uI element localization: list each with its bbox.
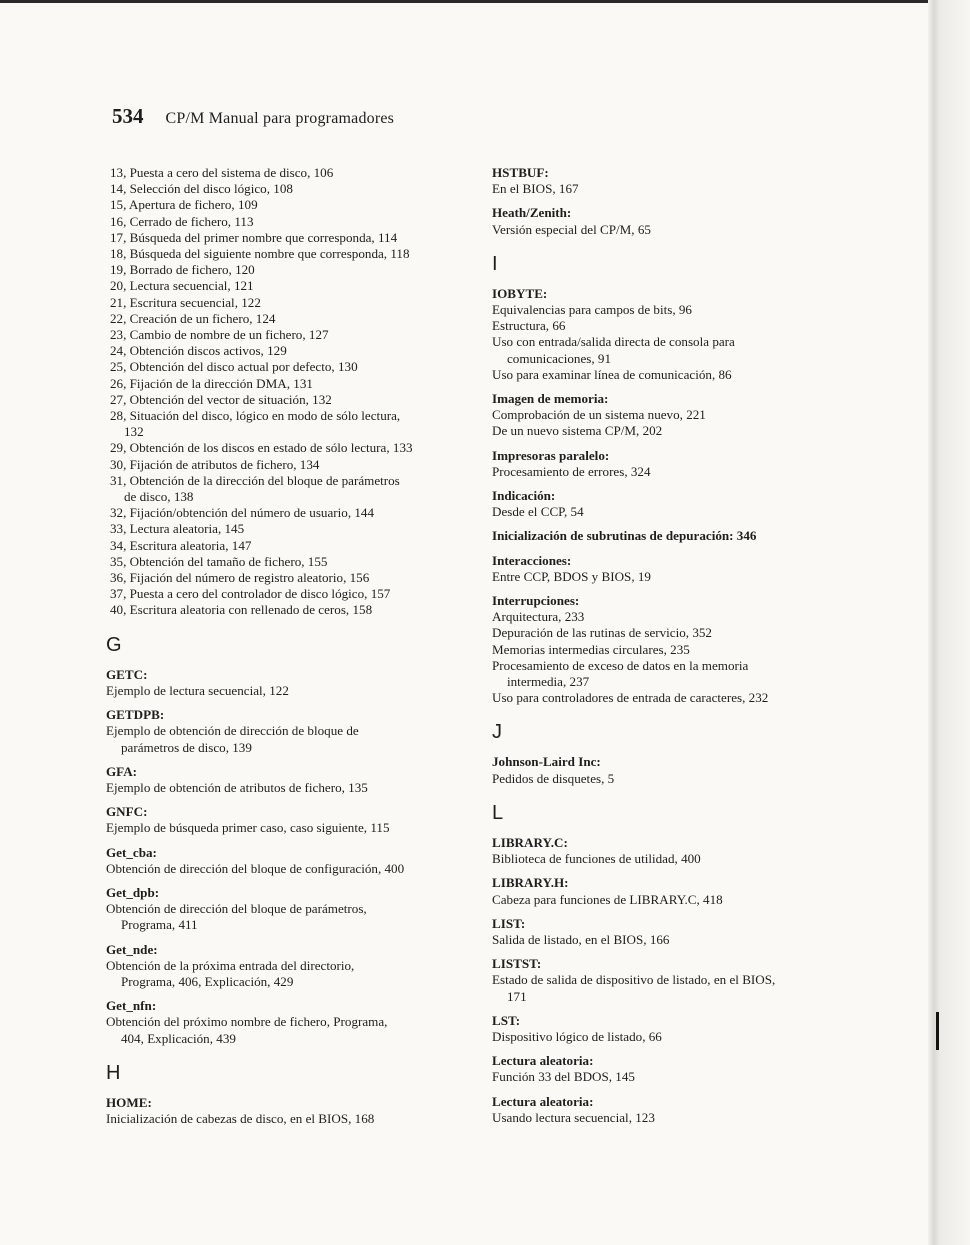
index-entry <box>106 998 481 1047</box>
index-entry <box>492 1013 832 1045</box>
index-entry <box>492 835 832 867</box>
index-entry <box>106 667 481 699</box>
index-entry <box>492 956 832 1005</box>
index-entry-heading: LIBRARY.C: <box>492 834 568 850</box>
index-subentry: 171 <box>507 988 527 1004</box>
index-subentry: 404, Explicación, 439 <box>121 1030 236 1046</box>
index-subentry: Ejemplo de lectura secuencial, 122 <box>106 682 289 698</box>
index-entry <box>492 391 832 440</box>
page-top-edge <box>0 0 970 3</box>
index-subentry: Entre CCP, BDOS y BIOS, 19 <box>492 568 651 584</box>
index-subentry: En el BIOS, 167 <box>492 181 579 197</box>
index-entry <box>492 205 832 237</box>
index-entry-heading: Get_nde: <box>106 941 158 957</box>
index-subentry: Cabeza para funciones de LIBRARY.C, 418 <box>492 891 723 907</box>
index-subentry: comunicaciones, 91 <box>507 350 611 366</box>
index-subentry: Procesamiento de exceso de datos en la memoria <box>492 657 749 673</box>
index-subentry: 28, Situación del disco, lógico en modo de sólo lectura, <box>110 408 401 424</box>
index-entry-heading: Interacciones: <box>492 552 572 568</box>
index-entry-heading: Inicialización de subrutinas de depuración: 346 <box>492 528 757 544</box>
index-entry-heading: Lectura aleatoria: <box>492 1053 594 1069</box>
index-entry-heading: Get_nfn: <box>106 998 157 1014</box>
index-subentry: 25, Obtención del disco actual por defecto, 130 <box>110 359 358 375</box>
index-entry-heading: LIBRARY.H: <box>492 875 569 891</box>
section-letter: H <box>106 1061 121 1084</box>
index-entry-heading: HOME: <box>106 1094 152 1110</box>
index-entry-heading: HSTBUF: <box>492 165 549 180</box>
index-subentry: 16, Cerrado de fichero, 113 <box>110 213 254 229</box>
index-subentry: 23, Cambio de nombre de un fichero, 127 <box>110 327 329 343</box>
index-entry-heading: Get_dpb: <box>106 884 160 900</box>
index-subentry: Estructura, 66 <box>492 318 566 334</box>
index-entry <box>106 845 481 877</box>
index-entry <box>492 165 832 197</box>
index-subentry: 15, Apertura de fichero, 109 <box>110 197 258 213</box>
index-entry-heading: LST: <box>492 1012 521 1028</box>
index-subentry: Obtención de dirección del bloque de parámetros, <box>106 901 367 917</box>
index-subentry: Uso para examinar línea de comunicación, 86 <box>492 366 732 382</box>
index-subentry: Programa, 406, Explicación, 429 <box>121 973 294 989</box>
section-letter: I <box>492 252 498 275</box>
index-entry-heading: Imagen de memoria: <box>492 391 609 407</box>
index-subentry: 13, Puesta a cero del sistema de disco, 106 <box>110 165 334 180</box>
index-subentry: Ejemplo de obtención de dirección de bloque de <box>106 723 359 739</box>
index-entry <box>106 942 481 991</box>
index-entry-heading: Lectura aleatoria: <box>492 1093 594 1109</box>
index-subentry: 29, Obtención de los discos en estado de sólo lectura, 133 <box>110 440 413 456</box>
index-entry <box>492 528 832 544</box>
index-subentry: 18, Búsqueda del siguiente nombre que corresponda, 118 <box>110 246 410 262</box>
index-subentry: Inicialización de cabezas de disco, en el BIOS, 168 <box>106 1110 375 1126</box>
index-subentry: Arquitectura, 233 <box>492 609 585 625</box>
index-entry-heading: LISTST: <box>492 956 542 972</box>
index-subentry: 26, Fijación de la dirección DMA, 131 <box>110 375 313 391</box>
index-entry <box>492 553 832 585</box>
index-entry <box>492 754 832 786</box>
index-subentry: 35, Obtención del tamaño de fichero, 155 <box>110 553 328 569</box>
index-subentry: 132 <box>124 424 144 440</box>
index-subentry: 27, Obtención del vector de situación, 132 <box>110 391 332 407</box>
index-subentry: Ejemplo de búsqueda primer caso, caso siguiente, 115 <box>106 820 390 836</box>
index-entry <box>492 875 832 907</box>
index-entry <box>106 1095 481 1127</box>
section-letter: J <box>492 721 502 744</box>
index-entry <box>492 1053 832 1085</box>
index-subentry: de disco, 138 <box>124 489 194 505</box>
index-entry-heading: LIST: <box>492 915 526 931</box>
index-column-right <box>492 165 832 1134</box>
index-entry-heading: GFA: <box>106 763 138 779</box>
numbered-function-list <box>106 165 481 619</box>
index-entry-heading: Get_cba: <box>106 844 157 860</box>
index-subentry: Desde el CCP, 54 <box>492 504 584 520</box>
index-subentry: Biblioteca de funciones de utilidad, 400 <box>492 851 701 867</box>
page-number: 534 <box>112 104 144 128</box>
index-subentry: Salida de listado, en el BIOS, 166 <box>492 931 670 947</box>
index-subentry: De un nuevo sistema CP/M, 202 <box>492 423 663 439</box>
index-subentry: Memorias intermedias circulares, 235 <box>492 641 690 657</box>
index-subentry: 22, Creación de un fichero, 124 <box>110 310 276 326</box>
index-subentry: intermedia, 237 <box>507 674 590 690</box>
edge-mark <box>936 1012 939 1050</box>
index-subentry: Obtención de la próxima entrada del directorio, <box>106 957 355 973</box>
index-subentry: Función 33 del BDOS, 145 <box>492 1069 635 1085</box>
index-subentry: parámetros de disco, 139 <box>121 739 252 755</box>
section-letter: G <box>106 633 122 656</box>
index-subentry: 37, Puesta a cero del controlador de disco lógico, 157 <box>110 586 391 602</box>
index-entry-heading: GETC: <box>106 666 148 682</box>
index-subentry: 31, Obtención de la dirección del bloque de parámetros <box>110 472 400 488</box>
page-binding-edge <box>928 0 970 1245</box>
index-entry-heading: GNFC: <box>106 804 148 820</box>
index-entry-heading: Impresoras paralelo: <box>492 447 610 463</box>
index-subentry: Uso para controladores de entrada de caracteres, 232 <box>492 690 769 706</box>
index-subentry: 20, Lectura secuencial, 121 <box>110 278 254 294</box>
index-subentry: 32, Fijación/obtención del número de usuario, 144 <box>110 505 375 521</box>
index-subentry: 33, Lectura aleatoria, 145 <box>110 521 245 537</box>
index-subentry: 24, Obtención discos activos, 129 <box>110 343 287 359</box>
index-entry <box>106 885 481 934</box>
index-subentry: Depuración de las rutinas de servicio, 352 <box>492 625 712 641</box>
index-subentry: Pedidos de disquetes, 5 <box>492 770 615 786</box>
index-subentry: Uso con entrada/salida directa de consola para <box>492 334 735 350</box>
index-entry <box>492 916 832 948</box>
index-entry <box>106 707 481 756</box>
index-subentry: Dispositivo lógico de listado, 66 <box>492 1028 662 1044</box>
index-subentry: Usando lectura secuencial, 123 <box>492 1109 655 1125</box>
index-subentry: 17, Búsqueda del primer nombre que corresponda, 114 <box>110 229 398 245</box>
index-subentry: Versión especial del CP/M, 65 <box>492 221 651 237</box>
index-subentry: Ejemplo de obtención de atributos de fichero, 135 <box>106 779 368 795</box>
section-letter: L <box>492 801 504 824</box>
index-entry <box>492 488 832 520</box>
running-title: CP/M Manual para programadores <box>165 110 395 127</box>
index-entry <box>492 286 832 383</box>
index-subentry: 34, Escritura aleatoria, 147 <box>110 537 252 553</box>
index-subentry: Obtención de dirección del bloque de configuración, 400 <box>106 860 405 876</box>
index-entry <box>492 448 832 480</box>
index-subentry: 21, Escritura secuencial, 122 <box>110 294 261 310</box>
index-subentry: Programa, 411 <box>121 917 198 933</box>
index-entry <box>492 1094 832 1126</box>
index-subentry: Comprobación de un sistema nuevo, 221 <box>492 407 706 423</box>
index-entry-heading: GETDPB: <box>106 707 165 723</box>
index-subentry: Procesamiento de errores, 324 <box>492 463 651 479</box>
index-entry-heading: IOBYTE: <box>492 285 548 301</box>
index-entry <box>106 764 481 796</box>
index-entry <box>492 593 832 706</box>
index-entry-heading: Heath/Zenith: <box>492 205 572 221</box>
index-subentry: Obtención del próximo nombre de fichero, Programa, <box>106 1014 388 1030</box>
index-subentry: 14, Selección del disco lógico, 108 <box>110 181 293 197</box>
index-entry-heading: Johnson-Laird Inc: <box>492 754 601 770</box>
index-entry-heading: Indicación: <box>492 488 556 504</box>
index-subentry: 19, Borrado de fichero, 120 <box>110 262 255 278</box>
index-subentry: 40, Escritura aleatoria con rellenado de ceros, 158 <box>110 602 373 618</box>
index-entry <box>106 804 481 836</box>
page-header <box>112 104 394 129</box>
index-subentry: 30, Fijación de atributos de fichero, 134 <box>110 456 320 472</box>
index-subentry: Estado de salida de dispositivo de listado, en el BIOS, <box>492 972 776 988</box>
index-entry-heading: Interrupciones: <box>492 593 580 609</box>
index-subentry: 36, Fijación del número de registro aleatorio, 156 <box>110 570 370 586</box>
index-subentry: Equivalencias para campos de bits, 96 <box>492 302 692 318</box>
index-column-left <box>106 165 481 1135</box>
